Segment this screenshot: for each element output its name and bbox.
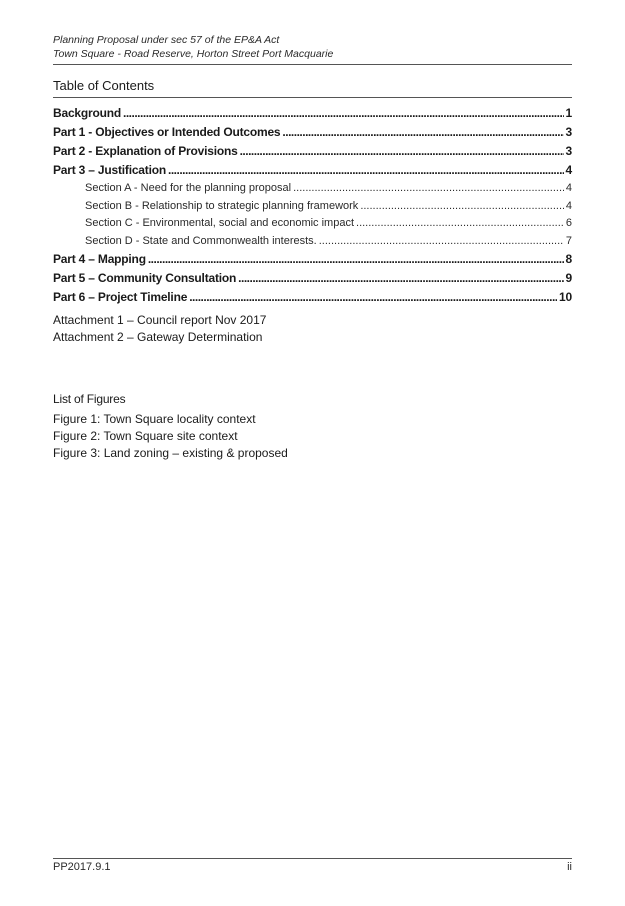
toc-entry-section-a[interactable]: Section A - Need for the planning proposal ..... 4 (53, 180, 572, 198)
toc-entry-part-4[interactable]: Part 4 – Mapping ..... 8 (53, 250, 572, 269)
toc-entry-part-6[interactable]: Part 6 – Project Timeline ..... 10 (53, 288, 572, 307)
attachments-list (53, 312, 572, 346)
header-line-2: Town Square - Road Reserve, Horton Street Port Macquarie (53, 47, 334, 60)
document-reference: PP2017.9.1 (53, 861, 111, 873)
header-divider (53, 64, 572, 65)
toc-title-divider (53, 97, 572, 98)
figures-title: List of Figures (53, 392, 126, 406)
toc-entry-part-3[interactable]: Part 3 – Justification ..... 4 (53, 161, 572, 180)
toc-entry-part-5[interactable]: Part 5 – Community Consultation ..... 9 (53, 269, 572, 288)
page-footer (53, 858, 572, 873)
figure-item: Figure 1: Town Square locality context (53, 412, 256, 426)
toc-entry-section-b[interactable]: Section B - Relationship to strategic planning framework ..... 4 (53, 198, 572, 216)
running-header (53, 34, 572, 65)
attachment-item: Attachment 1 – Council report Nov 2017 (53, 313, 267, 327)
table-of-contents (53, 104, 572, 307)
header-line-1: Planning Proposal under sec 57 of the EP&A Act (53, 34, 280, 46)
figures-list (53, 411, 572, 462)
toc-entry-section-d[interactable]: Section D - State and Commonwealth interests. ..... 7 (53, 233, 572, 251)
footer-divider (53, 858, 572, 859)
toc-title: Table of Contents (53, 78, 155, 93)
toc-entry-part-2[interactable]: Part 2 - Explanation of Provisions ..... 3 (53, 142, 572, 161)
attachment-item: Attachment 2 – Gateway Determination (53, 330, 263, 344)
document-page (53, 34, 572, 462)
figure-item: Figure 3: Land zoning – existing & proposed (53, 446, 288, 460)
toc-entry-section-c[interactable]: Section C - Environmental, social and economic impact ..... 6 (53, 215, 572, 233)
page-number: ii (567, 861, 572, 873)
figure-item: Figure 2: Town Square site context (53, 429, 238, 443)
toc-entry-part-1[interactable]: Part 1 - Objectives or Intended Outcomes ..... 3 (53, 123, 572, 142)
toc-entry-background[interactable]: Background ..... 1 (53, 104, 572, 123)
